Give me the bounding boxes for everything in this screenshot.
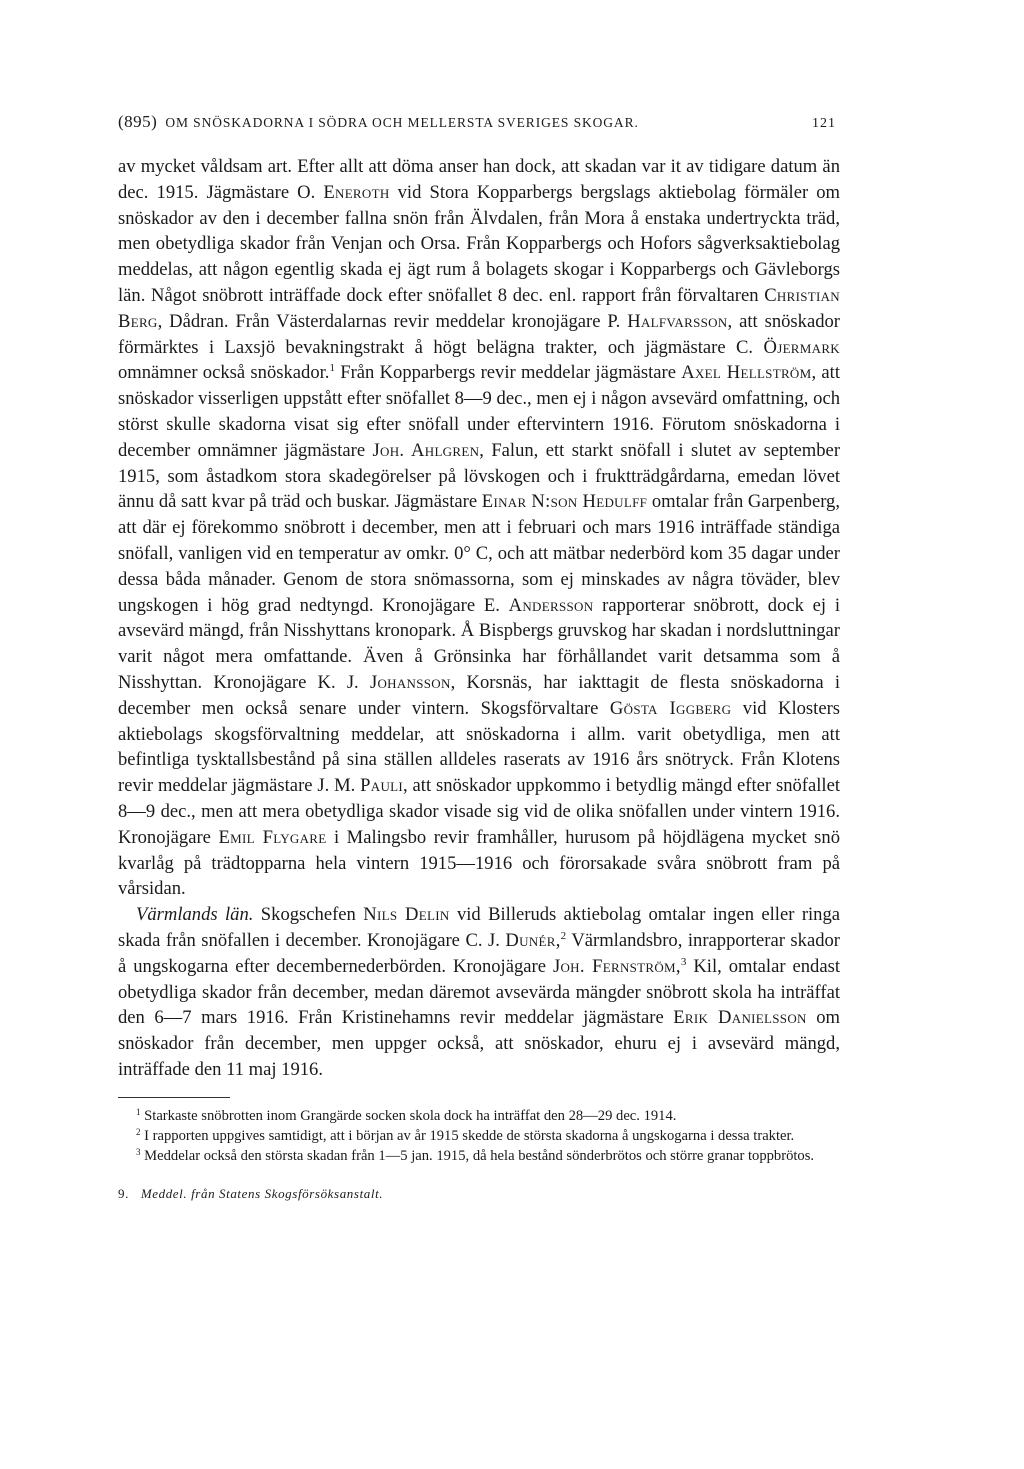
signature-number: 9. [118,1185,129,1201]
paragraph-kopparbergs: av mycket våldsam art. Efter allt att döma anser han dock, att skadan var it av tidigare datum än dec. 1915. Jägmästare O. Eneroth vid Stora Kopparbergs bergslags aktiebolag förmäler om snöskador av den i december fallna snön från Älvdalen, från Mora å enstaka undertryckta träd, men obetydliga skador från Venjan och Orsa. Från Kopparbergs och Hofors sågverksaktiebolag meddelas, att någon egentlig skada ej ägt rum å bolagets skogar i Kopparbergs och Gävleborgs län. Något snöbrott inträffade dock efter snöfallet 8 dec. enl. rapport från förvaltaren Christian Berg, Dådran. Från Västerdalarnas revir meddelar kronojägare P. Halfvarsson, att snöskador förmärktes i Laxsjö bevakningstrakt å högt belägna trakter, och jägmästare C. Öjermark omnämner också snöskador.$^1$ Från Kopparbergs revir meddelar jägmästare Axel Hellström, att snöskador visserligen uppstått efter snöfallet 8—9 dec., men ej i någon avsevärd omfattning, och störst skulle skadorna visat sig efter snöfall under eftervintern 1916. Förutom snöskadorna i december omnämner jägmästare Joh. Ahlgren, Falun, ett starkt snöfall i slutet av september 1915, som åstadkom stora skadegörelser på lövskogen och i fruktträdgårdarna, emedan lövet ännu då satt kvar på träd och buskar. Jägmästare Einar N:son Hedulff omtalar från Garpenberg, att där ej förekommo snöbrott i december, men att i februari och mars 1916 inträffade ständiga snöfall, vanligen vid en temperatur av omkr. 0° C, och att mätbar nederbörd kom 35 dagar under dessa båda månader. Genom de stora snömassorna, som ej minskades av några töväder, blev ungskogen i hög grad nedtyngd. Kronojägare E. Andersson rapporterar snöbrott, dock ej i avsevärd mängd, från Nisshyttans kronopark. Å Bispbergs gruvskog har skadan i nordsluttningar varit något mera omfattande. Även å Grönsinka har förhållandet varit detsamma som å Nisshyttan. Kronojägare K. J. Johansson, Korsnäs, har iakttagit de flesta snöskadorna i december men också senare under vintern. Skogsförvaltare Gösta Iggberg vid Klosters aktiebolags skogsförvaltning meddelar, att snöskadorna i allm. varit obetydliga, men att befintliga tysktallsbestånd på sina ställen alldeles raserats av 1916 års snötryck. Från Klotens revir meddelar jägmästare J. M. Pauli, att snöskador uppkommo i betydlig mängd efter snöfallet 8—9 dec., men att mera obetydliga skador visade sig vid de olika snöfallen under vintern 1916. Kronojägare Emil Flygare i Malingsbo revir framhåller, hurusom på höjdlägena mycket snö kvarlåg på trädtopparna hela vintern 1915—1916 och förorsakade svåra snöbrott fram på vårsidan. [118,156,841,900]
body-text [118,154,840,1083]
person-name: Andersson [508,594,594,616]
person-name: Dunér, [505,929,561,951]
footnotes [118,1106,840,1166]
footnote-mark: 3 [136,1146,141,1157]
publication-name: Meddel. från Statens Skogsförsöksanstalt. [140,1185,384,1201]
header-title: OM SNÖSKADORNA I SÖDRA OCH MELLERSTA SVERIGES SKOGAR. [165,115,639,130]
person-name: Christian Berg [118,284,840,332]
person-name: Axel Hellström [681,362,812,384]
page-number: 121 [812,116,836,131]
person-name: Einar N:son Hedulff [481,491,648,513]
header-left-number: (895) [118,112,158,131]
person-name: Nils Delin [363,904,450,926]
footnote-ref-1: 1 [329,362,335,375]
person-name: Erik Danielsson [673,1007,807,1029]
footnote-1: $^1$ Starkaste snöbrotten inom Grangärde socken skola dock ha inträffat den 28—29 dec. 1914. [136,1106,677,1124]
person-name: Johansson [369,671,451,693]
signature-line [118,1186,840,1202]
footnote-mark: 2 [136,1126,141,1137]
person-name: Joh. Fernström, [552,955,681,977]
footnote-2: $^2$ I rapporten uppgives samtidigt, att i början av år 1915 skedde de största skadorna å ungskogarna i dessa trakter. [136,1126,795,1144]
section-heading-varmland: Värmlands län. [136,904,254,926]
page [118,112,840,1202]
person-name: Öjermark [763,336,840,358]
person-name: Pauli [360,775,404,797]
person-name: Halfvarsson [627,310,728,332]
footnote-divider [118,1097,230,1098]
person-name: Emil Flygare [218,826,327,848]
person-name: Joh. Ahlgren [372,439,480,461]
running-head [118,112,840,132]
paragraph-varmland: Värmlands län. Skogschefen Nils Delin vid Billeruds aktiebolag omtalar ingen eller ringa skada från snöfallen i december. Kronojägare C. J. Dunér,$^2$ Värmlandsbro, inrapporterar skador å ungskogarna efter decembernederbörden. Kronojägare Joh. Fernström,$^3$ Kil, omtalar endast obetydliga skador från december, medan däremot avsevärda mängder snöbrott skola ha inträffat den 6—7 mars 1916. Från Kristinehamns revir meddelar jägmästare Erik Danielsson om snöskador från december, men uppger också, att snöskador, ehuru ej i avsevärd mängd, inträffade den 11 maj 1916. [118,904,841,1080]
footnote-ref-2: 2 [560,929,567,942]
footnote-3: $^3$ Meddelar också den största skadan från 1—5 jan. 1915, då hela bestånd sönderbrötos och större granar toppbrötos. [136,1146,815,1164]
person-name: Gösta Iggberg [609,697,732,719]
person-name: Eneroth [323,181,390,203]
footnote-mark: 1 [136,1106,141,1117]
footnote-ref-3: 3 [680,955,687,968]
